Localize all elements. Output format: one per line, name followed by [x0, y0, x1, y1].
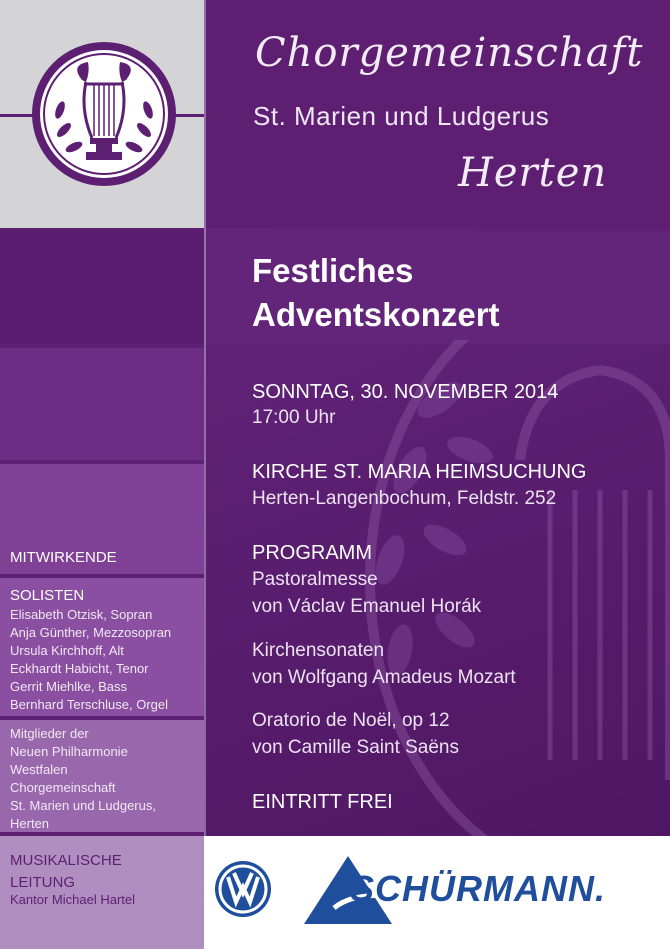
choir-city-script: Herten [458, 150, 608, 196]
program-work-1: Pastoralmesse [252, 569, 378, 590]
ensemble-line: Mitglieder der [10, 726, 89, 741]
soloist-item: Ursula Kirchhoff, Alt [10, 643, 124, 658]
director-name: Kantor Michael Hartel [10, 892, 135, 907]
program-composer-1: von Václav Emanuel Horák [252, 596, 482, 617]
ensemble-line: St. Marien und Ludgerus, [10, 798, 156, 813]
ensemble-line: Neuen Philharmonie [10, 744, 128, 759]
venue-name: KIRCHE ST. MARIA HEIMSUCHUNG [252, 461, 587, 483]
ensemble-line: Westfalen [10, 762, 68, 777]
choir-name-script: Chorgemeinschaft [255, 30, 644, 76]
direction-heading-line1: MUSIKALISCHE [10, 852, 122, 869]
event-time: 17:00 Uhr [252, 407, 336, 428]
schuermann-logo-text: SCHÜRMANN. [350, 868, 606, 909]
venue-address: Herten-Langenbochum, Feldstr. 252 [252, 488, 557, 509]
left-block-1 [0, 232, 204, 344]
soloist-item: Eckhardt Habicht, Tenor [10, 661, 149, 676]
soloists-heading: SOLISTEN [10, 587, 85, 604]
program-composer-3: von Camille Saint Saëns [252, 737, 459, 758]
direction-heading-line2: LEITUNG [10, 874, 76, 891]
soloist-item: Gerrit Miehlke, Bass [10, 679, 128, 694]
direction-heading [10, 850, 122, 894]
ensemble-line: Chorgemeinschaft [10, 780, 116, 795]
left-block-2 [0, 348, 204, 460]
admission-note: EINTRITT FREI [252, 791, 393, 813]
program-heading: PROGRAMM [252, 542, 372, 564]
ensemble-line: Herten [10, 816, 50, 831]
soloist-item: Anja Günther, Mezzosopran [10, 625, 172, 640]
choir-name-line2: St. Marien und Ludgerus [253, 101, 550, 131]
program-work-3: Oratorio de Noël, op 12 [252, 710, 450, 731]
soloist-item: Elisabeth Otzisk, Sopran [10, 607, 153, 622]
column-divider [204, 0, 206, 949]
ensembles-list [10, 725, 156, 833]
soloist-item: Bernhard Terschluse, Orgel [10, 697, 169, 712]
program-work-2: Kirchensonaten [252, 640, 385, 661]
participants-heading: MITWIRKENDE [10, 549, 117, 566]
concert-title-line1: Festliches [252, 252, 414, 289]
soloists-list [10, 606, 171, 714]
lyre-watermark-icon [350, 340, 670, 840]
program-composer-2: von Wolfgang Amadeus Mozart [252, 667, 516, 688]
event-date: SONNTAG, 30. NOVEMBER 2014 [252, 381, 559, 403]
concert-title-line2: Adventskonzert [252, 296, 500, 333]
choir-lyre-logo-icon [30, 40, 178, 188]
vw-logo-icon [214, 860, 272, 918]
